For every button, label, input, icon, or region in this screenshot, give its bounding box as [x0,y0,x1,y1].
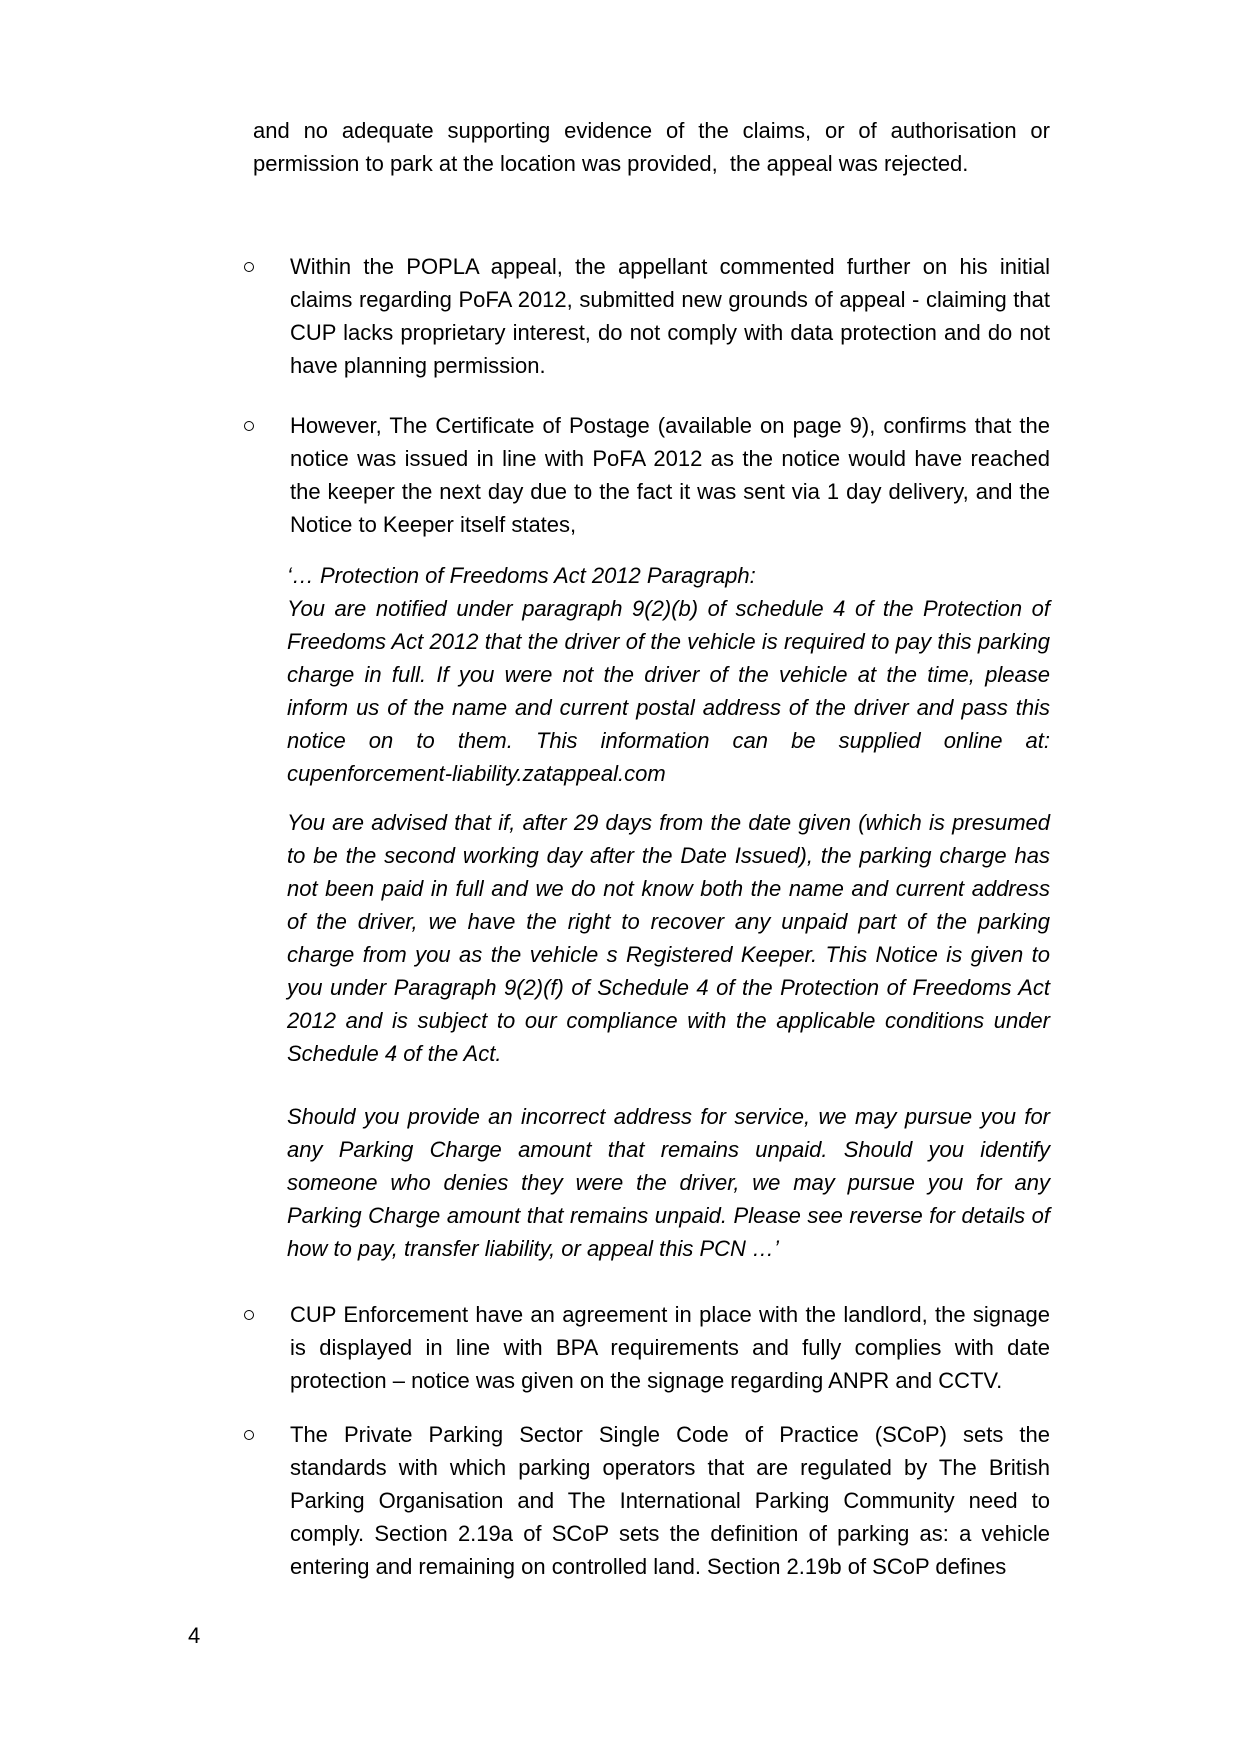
quoted-notice-paragraph: Should you provide an incorrect address for service, we may pursue you for any Parking Charge amount that remains unpaid. Should you identify someone who denies they were the driver, we may pursue you for any Parking Charge amount that remains unpaid. Please see reverse for details of how to pay, transfer liability, or appeal this PCN …’ [287,1104,1050,1261]
bullet-item-text: However, The Certificate of Postage (available on page 9), confirms that the notice was issued in line with PoFA 2012 as the notice would have reached the keeper the next day due to the fact it was sent via 1 day delivery, and the Notice to Keeper itself states, [290,413,1050,537]
quoted-notice-paragraph: You are advised that if, after 29 days from the date given (which is presumed to be the second working day after the Date Issued), the parking charge has not been paid in full and we do not know both the name and current address of the driver, we have the right to recover any unpaid part of the parking charge from you as the vehicle s Registered Keeper. This Notice is given to you under Paragraph 9(2)(f) of Schedule 4 of the Protection of Freedoms Act 2012 and is subject to our compliance with the applicable conditions under Schedule 4 of the Act. [287,810,1050,1066]
bullet-item-text: The Private Parking Sector Single Code of Practice (SCoP) sets the standards with which parking operators that are regulated by The British Parking Organisation and The International Parking Community need to comply. Section 2.19a of SCoP sets the definition of parking as: a vehicle entering and remaining on controlled land. Section 2.19b of SCoP defines [290,1422,1050,1579]
bullet-item-text: Within the POPLA appeal, the appellant commented further on his initial claims regarding PoFA 2012, submitted new grounds of appeal - claiming that CUP lacks proprietary interest, do not comply with data protection and do not have planning permission. [290,254,1050,378]
bullet-item [253,1298,1050,1397]
body-paragraph: and no adequate supporting evidence of the claims, or of authorisation or permission to park at the location was provided, the appeal was rejected. [253,118,1050,176]
bullet-item [253,250,1050,382]
page-number: 4 [188,1623,201,1648]
document-body [253,114,1050,1583]
circle-bullet-icon [244,262,254,272]
bullet-item-text: CUP Enforcement have an agreement in place with the landlord, the signage is displayed in line with BPA requirements and fully complies with date protection – notice was given on the signage regarding ANPR and CCTV. [290,1302,1050,1393]
quoted-notice-paragraph: ‘… Protection of Freedoms Act 2012 Paragraph: You are notified under paragraph 9(2)(b) of schedule 4 of the Protection of Freedoms Act 2012 that the driver of the vehicle is required to pay this parking charge in full. If you were not the driver of the vehicle at the time, please inform us of the name and current postal address of the driver and pass this notice on to them. This information can be supplied online at: cupenforcement-liability.zatappeal.com [287,563,1050,786]
circle-bullet-icon [244,421,254,431]
circle-bullet-icon [244,1310,254,1320]
bullet-item [253,1418,1050,1583]
circle-bullet-icon [244,1430,254,1440]
bullet-item [253,409,1050,541]
